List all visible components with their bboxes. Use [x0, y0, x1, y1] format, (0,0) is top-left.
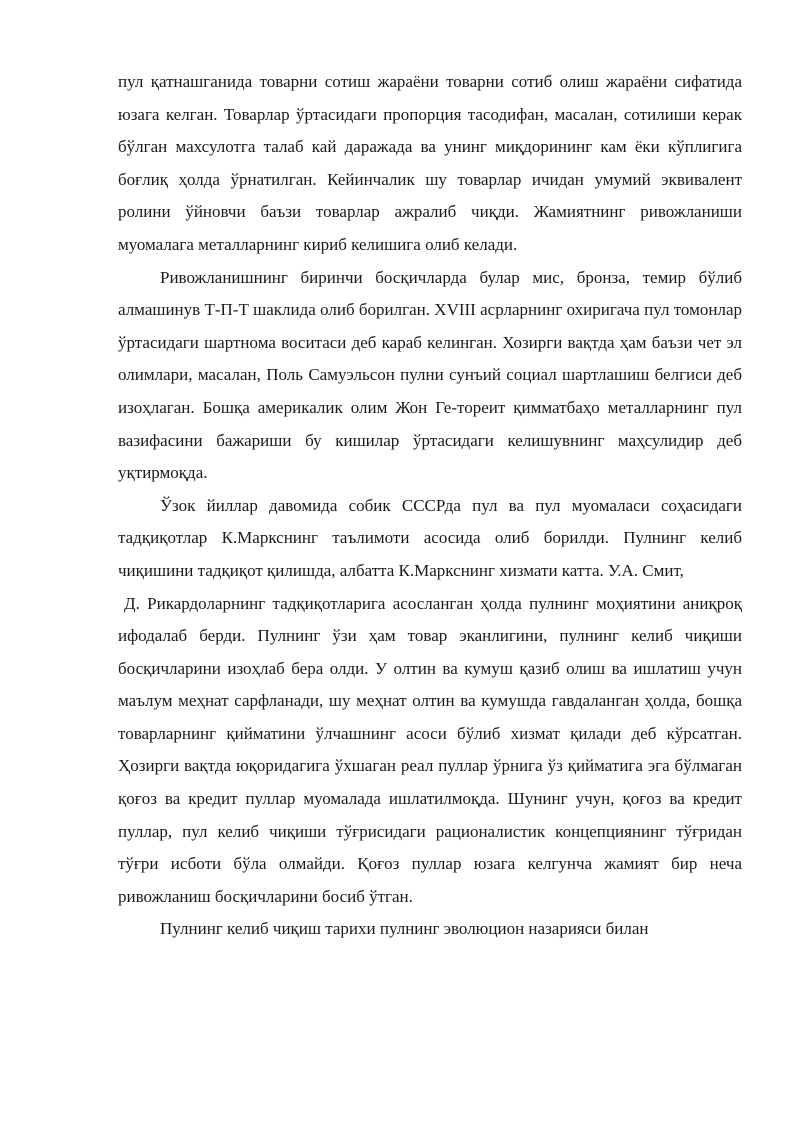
paragraph-ricardo: Д. Рикардоларнинг тадқиқотларига асосланган ҳолда пулнинг моҳиятини аниқроқ ифодалаб берди. Пулнинг ўзи ҳам товар эканлигини, пулнинг келиб чиқиши босқичларини изоҳлаб бера олди. У олтин ва кумуш қазиб олиш ва ишлатиш учун маълум меҳнат сарфланади, шу меҳнат олтин ва кумушда гавдаланган ҳолда, бошқа товарларнинг қийматини ўлчашнинг асоси бўлиб хизмат қилади деб кўрсатган. Ҳозирги вақтда юқоридагига ўхшаган реал пуллар ўрнига ўз қийматига эга бўлмаган қоғоз ва кредит пуллар муомалада ишлатилмоқда. Шунинг учун, қоғоз ва кредит пуллар, пул келиб чиқиши тўғрисидаги рационалистик концепциянинг тўғридан тўғри исботи бўла олмайди. Қоғоз пуллар юзага келгунча жамият бир неча ривожланиш босқичларини босиб ўтган.	[118, 593, 742, 906]
paragraph-continuation: пул қатнашганида товарни сотиш жараёни товарни сотиб олиш жараёни сифатида юзага келган. Товарлар ўртасидаги пропорция тасодифан, масалан, сотилиши керак бўлган махсулотга талаб кай даражада ва унинг миқдорининг кам ёки кўплигига боғлиқ ҳолда ўрнатилган. Кейинчалик шу товарлар ичидан умумий эквивалент ролини ўйновчи баъзи товарлар ажралиб чиқди. Жамиятнинг ривожланиши муомалага металларнинг кириб келишига олиб келади.	[118, 72, 742, 254]
paragraph-ussr-research: Ўзок йиллар давомида собик СССРда пул ва пул муомаласи соҳасидаги тадқиқотлар К.Маркснинг таълимоти асосида олиб борилди. Пулнинг келиб чиқишини тадқиқот қилишда, албатта К.Маркснинг хизмати катта. У.А. Смит,	[118, 495, 742, 580]
paragraph-early-stages: Ривожланишнинг биринчи босқичларда булар мис, бронза, темир бўлиб алмашинув Т-П-Т шаклида олиб борилган. XVIII асрларнинг охиригача пул томонлар ўртасидаги шартнома воситаси деб караб келинган. Хозирги вақтда ҳам баъзи чет эл олимлари, масалан, Поль Самуэльсон пулни сунъий социал шартлашиш белгиси деб изоҳлаган. Бошқа америкалик олим Жон Ге-тореит қимматбаҳо металларнинг пул вазифасини бажариши бу кишилар ўртасидаги келишувнинг маҳсулидир деб уқтирмоқда.	[118, 267, 742, 483]
paragraph-history: Пулнинг келиб чиқиш тарихи пулнинг эволюцион назарияси билан	[160, 919, 649, 939]
document-page	[118, 66, 742, 946]
